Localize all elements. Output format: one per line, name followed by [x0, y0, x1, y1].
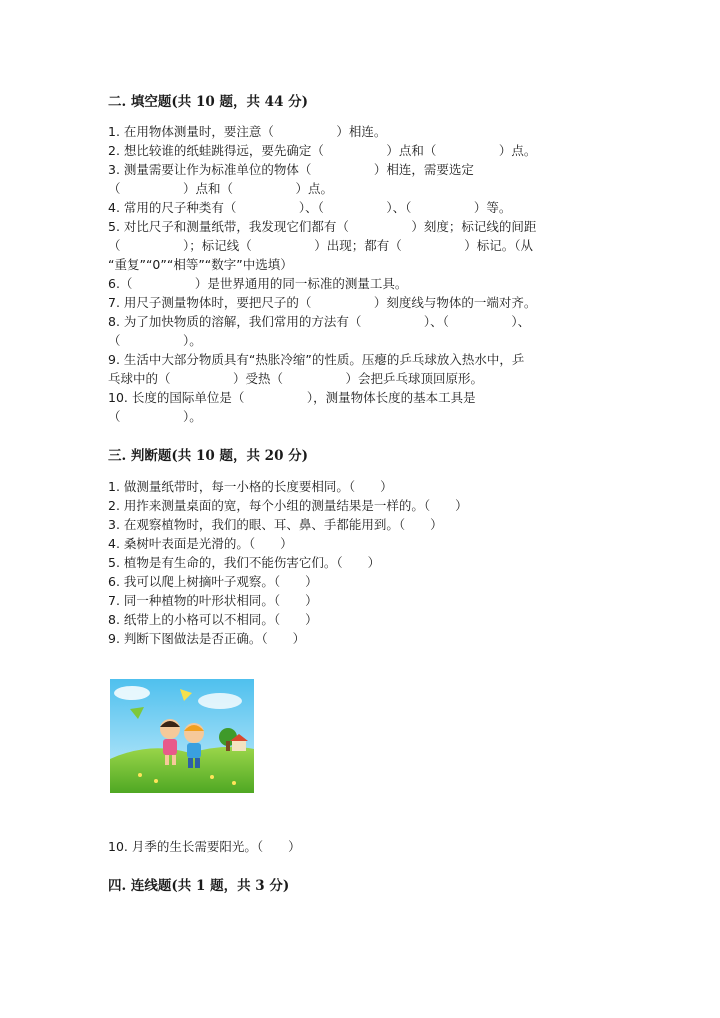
judge-question-10: 10. 月季的生长需要阳光。（ ） — [108, 839, 301, 854]
judge-question-3: 3. 在观察植物时，我们的眼、耳、鼻、手都能用到。（ ） — [108, 517, 443, 532]
judge-question-9: 9. 判断下图做法是否正确。（ ） — [108, 631, 306, 646]
judge-question-7: 7. 同一种植物的叶形状相同。（ ） — [108, 593, 318, 608]
fill-question-5-hint: “重复”“0”“相等”“数字”中选填） — [108, 257, 293, 272]
section-4-heading: 四. 连线题(共 1 题，共 3 分) — [108, 878, 290, 894]
fill-question-3-cont: （ ）点和（ ）点。 — [108, 181, 334, 196]
judge-question-1: 1. 做测量纸带时，每一小格的长度要相同。（ ） — [108, 479, 393, 494]
fill-question-8-cont: （ ）。 — [108, 333, 202, 348]
judge-question-8: 8. 纸带上的小格可以不相同。（ ） — [108, 612, 318, 627]
fill-question-9: 9. 生活中大部分物质具有“热胀冷缩”的性质。压瘪的乒乓球放入热水中，乒 — [108, 352, 525, 367]
judge-question-5: 5. 植物是有生命的，我们不能伤害它们。（ ） — [108, 555, 381, 570]
fill-question-10-cont: （ ）。 — [108, 409, 202, 424]
fill-question-6: 6.（ ）是世界通用的同一标准的测量工具。 — [108, 276, 408, 291]
judge-question-6: 6. 我可以爬上树摘叶子观察。（ ） — [108, 574, 318, 589]
fill-question-3: 3. 测量需要让作为标准单位的物体（ ）相连，需要选定 — [108, 162, 474, 177]
children-kite-illustration — [110, 679, 254, 793]
fill-question-8: 8. 为了加快物质的溶解，我们常用的方法有（ ）、（ ）、 — [108, 314, 531, 329]
fill-question-9-cont: 乓球中的（ ）受热（ ）会把乒乓球顶回原形。 — [108, 371, 484, 386]
fill-question-10: 10. 长度的国际单位是（ ），测量物体长度的基本工具是 — [108, 390, 476, 405]
fill-question-5-cont: （ ）；标记线（ ）出现；都有（ ）标记。（从 — [108, 238, 534, 253]
fill-question-2: 2. 想比较谁的纸蛙跳得远，要先确定（ ）点和（ ）点。 — [108, 143, 537, 158]
judge-question-4: 4. 桑树叶表面是光滑的。（ ） — [108, 536, 293, 551]
judge-question-2: 2. 用拃来测量桌面的宽，每个小组的测量结果是一样的。（ ） — [108, 498, 468, 513]
section-3-heading: 三. 判断题(共 10 题，共 20 分) — [108, 448, 309, 464]
fill-question-5: 5. 对比尺子和测量纸带，我发现它们都有（ ）刻度；标记线的间距 — [108, 219, 537, 234]
fill-question-4: 4. 常用的尺子种类有（ ）、（ ）、（ ）等。 — [108, 200, 512, 215]
section-2-heading: 二. 填空题(共 10 题，共 44 分) — [108, 94, 309, 110]
fill-question-7: 7. 用尺子测量物体时，要把尺子的（ ）刻度线与物体的一端对齐。 — [108, 295, 537, 310]
fill-question-1: 1. 在用物体测量时，要注意（ ）相连。 — [108, 124, 387, 139]
